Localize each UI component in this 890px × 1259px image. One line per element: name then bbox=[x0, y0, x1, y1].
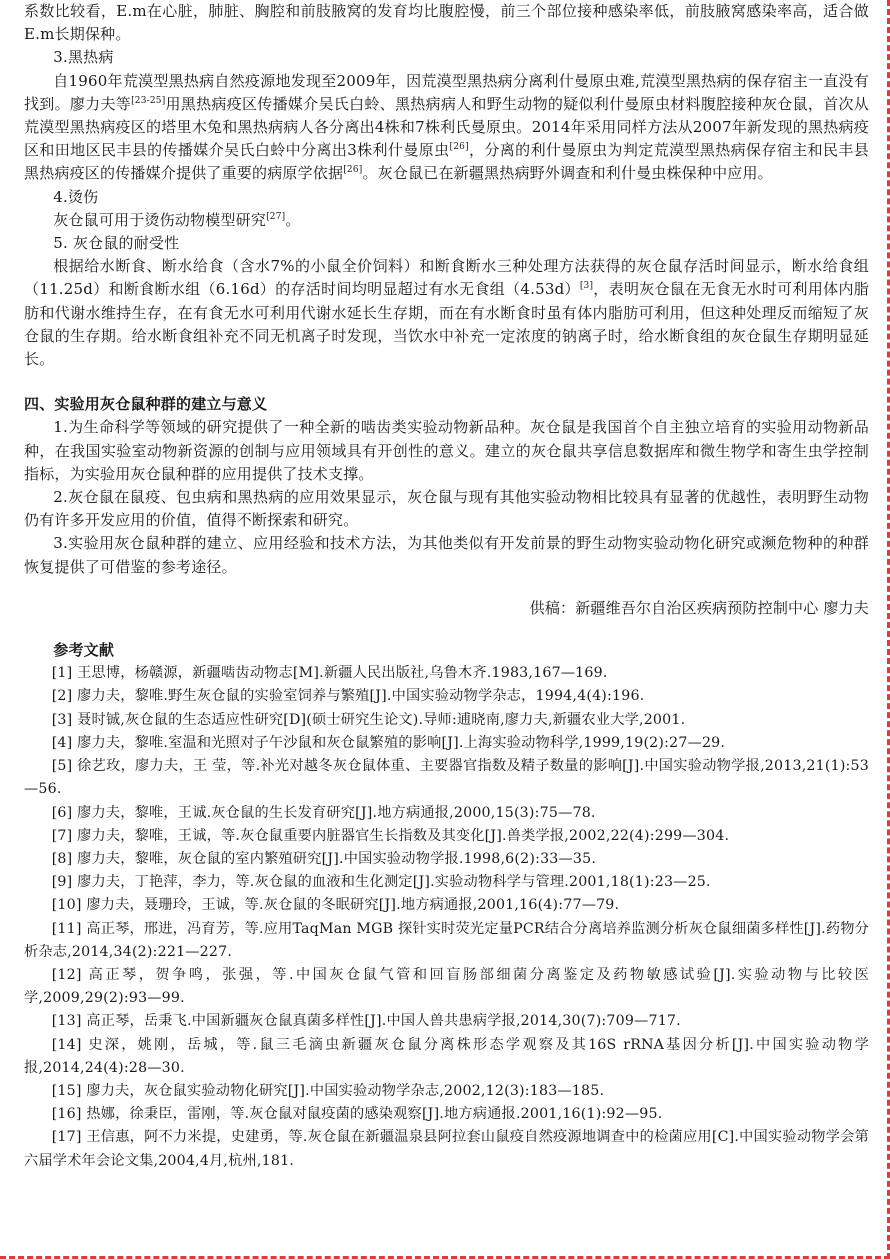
section4-item-1: 1.为生命科学等领域的研究提供了一种全新的啮齿类实验动物新品种。灰仓鼠是我国首个自主独立培育的实验用动物新品种，在我国实验室动物新资源的创制与应用领域具有开创性的意义。建立的灰仓鼠共享信息数据库和微生物学和寄生虫学控制指标，为实验用灰仓鼠种群的应用提供了技术支撑。 bbox=[24, 418, 869, 483]
subheading-tolerance: 5. 灰仓鼠的耐受性 bbox=[53, 234, 180, 253]
tolerance-text-a: 根据给水断食、断水给食（含水7%的小鼠全价饲料）和断食断水三种处理方法获得的灰仓鼠存活时间显示，断水给食组（11.25d）和断食断水组（6.16d）的存活时间均明显超过有水无食组（4.53d） bbox=[24, 257, 869, 299]
reference-item: [4] 廖力夫，黎唯.室温和光照对子午沙鼠和灰仓鼠繁殖的影响[J].上海实验动物科学,1999,19(2):27—29. bbox=[51, 734, 726, 751]
subheading-burn: 4.烫伤 bbox=[53, 187, 99, 206]
reference-item: [14] 史深，姚刚，岳城，等.鼠三毛滴虫新疆灰仓鼠分离株形态学观察及其16S rRNA基因分析[J].中国实验动物学报,2014,24(4):28—30. bbox=[24, 1036, 869, 1076]
reference-item: [6] 廖力夫，黎唯，王诚.灰仓鼠的生长发育研究[J].地方病通报,2000,15(3):75—78. bbox=[51, 804, 596, 821]
reference-item: [17] 王信惠，阿不力米提，史建勇，等.灰仓鼠在新疆温泉县阿拉套山鼠疫自然疫源地调查中的检菌应用[C].中国实验动物学会第六届学术年会论文集,2004,4月,杭州,181. bbox=[24, 1129, 869, 1169]
kala-azar-text-a: 自1960年荒漠型黑热病自然疫源地发现至2009年，因荒漠型黑热病分离利什曼原虫难,荒漠型黑热病的保存宿主一直没有找到。廖力夫等 bbox=[24, 71, 869, 113]
reference-item: [2] 廖力夫，黎唯.野生灰仓鼠的实验室饲养与繁殖[J].中国实验动物学杂志，1994,4(4):196. bbox=[51, 688, 645, 705]
reference-item: [9] 廖力夫，丁艳萍，李力，等.灰仓鼠的血液和生化测定[J].实验动物科学与管理.2001,18(1):23—25. bbox=[51, 874, 711, 891]
citation-23-25: [23-25] bbox=[131, 95, 166, 106]
burn-text-b: 。 bbox=[285, 210, 301, 229]
section4-item-3: 3.实验用灰仓鼠种群的建立、应用经验和技术方法，为其他类似有开发前景的野生动物实验动物化研究或濒危物种的种群恢复提供了可借鉴的参考途径。 bbox=[24, 534, 869, 576]
burn-paragraph bbox=[24, 209, 869, 232]
kala-azar-paragraph bbox=[24, 70, 869, 186]
kala-azar-text-d: 。灰仓鼠已在新疆黑热病野外调查和利什曼虫株保种中应用。 bbox=[362, 164, 773, 183]
references-heading: 参考文献 bbox=[53, 641, 115, 660]
reference-item: [5] 徐艺玫，廖力夫，王 莹，等.补光对越冬灰仓鼠体重、主要器官指数及精子数量的影响[J].中国实验动物学报,2013,21(1):53—56. bbox=[24, 758, 869, 798]
section4-item-2: 2.灰仓鼠在鼠疫、包虫病和黑热病的应用效果显示，灰仓鼠与现有其他实验动物相比较具有显著的优越性，表明野生动物仍有许多开发应用的价值，值得不断探索和研究。 bbox=[24, 488, 869, 530]
reference-item: [1] 王思博，杨赣源，新疆啮齿动物志[M].新疆人民出版社,乌鲁木齐.1983,167—169. bbox=[51, 665, 608, 682]
reference-item: [3] 聂时铖,灰仓鼠的生态适应性研究[D](硕士研究生论文).导师:逋晓南,廖力夫,新疆农业大学,2001. bbox=[51, 711, 686, 728]
reference-item: [12] 高正琴，贺争鸣，张强，等.中国灰仓鼠气管和回盲肠部细菌分离鉴定及药物敏感试验[J].实验动物与比较医学,2009,29(2):93—99. bbox=[24, 966, 869, 1007]
citation-26b: [26] bbox=[343, 165, 363, 176]
reference-item: [8] 廖力夫，黎唯，灰仓鼠的室内繁殖研究[J].中国实验动物学报.1998,6(2):33—35. bbox=[51, 850, 597, 867]
citation-26a: [26] bbox=[449, 142, 469, 153]
subheading-kala-azar: 3.黑热病 bbox=[53, 48, 114, 67]
burn-text-a: 灰仓鼠可用于烫伤动物模型研究 bbox=[53, 210, 267, 229]
reference-item: [13] 高正琴，岳秉飞.中国新疆灰仓鼠真菌多样性[J].中国人兽共患病学报,2014,30(7):709—717. bbox=[51, 1013, 681, 1030]
tolerance-text-b: ，表明灰仓鼠在无食无水时可利用体内脂肪和代谢水维持生存，在有食无水可利用代谢水延长生存期，而在有水断食时虽有体内脂肪可利用，但这种处理反而缩短了灰仓鼠的生存期。给水断食组补充不同无机离子时发现，当饮水中补充一定浓度的钠离子时，给水断食组的灰仓鼠生存期明显延长。 bbox=[24, 280, 869, 369]
tolerance-paragraph bbox=[24, 255, 869, 371]
reference-item: [15] 廖力夫，灰仓鼠实验动物化研究[J].中国实验动物学杂志,2002,12(3):183—185. bbox=[51, 1082, 605, 1099]
reference-item: [10] 廖力夫，聂珊玲，王诚，等.灰仓鼠的冬眠研究[J].地方病通报,2001,16(4):77—79. bbox=[51, 897, 620, 914]
kala-azar-text-b: 用黑热病疫区传播媒介吴氏白蛉、黑热病病人和野生动物的疑似利什曼原虫材料腹腔接种灰仓鼠，首次从荒漠型黑热病疫区的塔里木兔和黑热病病人各分离出4株和7株利氏曼原虫。2014年采用同样方法从2007年新发现的黑热病疫区和田地区民丰县的传播媒介吴氏白蛉中分离出3株利什曼原虫 bbox=[24, 94, 869, 160]
citation-3: [3] bbox=[579, 281, 594, 292]
document-page bbox=[24, 0, 869, 1173]
citation-27: [27] bbox=[266, 211, 286, 222]
reference-item: [11] 高正琴，邢进，冯育芳，等.应用TaqMan MGB 探针实时荧光定量PCR结合分离培养监测分析灰仓鼠细菌多样性[J].药物分析杂志,2014,34(2):221—227. bbox=[24, 920, 869, 960]
reference-item: [7] 廖力夫，黎唯，王诚，等.灰仓鼠重要内脏器官生长指数及其变化[J].兽类学报,2002,22(4):299—304. bbox=[51, 827, 730, 844]
continued-paragraph: 系数比较看，E.m在心脏，肺脏、胸腔和前肢腋窝的发育均比腹腔慢，前三个部位接种感染率低，前肢腋窝感染率高，适合做E.m长期保种。 bbox=[24, 2, 869, 44]
section-heading-4: 四、实验用灰仓鼠种群的建立与意义 bbox=[24, 395, 268, 414]
kala-azar-text-c: ，分离的利什曼原虫为判定荒漠型黑热病保存宿主和民丰县黑热病疫区的传播媒介提供了重要的病原学依据 bbox=[24, 141, 870, 183]
contributor-line: 供稿：新疆维吾尔自治区疾病预防控制中心 廖力夫 bbox=[529, 598, 869, 617]
reference-item: [16] 热娜，徐秉臣，雷刚，等.灰仓鼠对鼠疫菌的感染观察[J].地方病通报.2001,16(1):92—95. bbox=[51, 1106, 663, 1123]
